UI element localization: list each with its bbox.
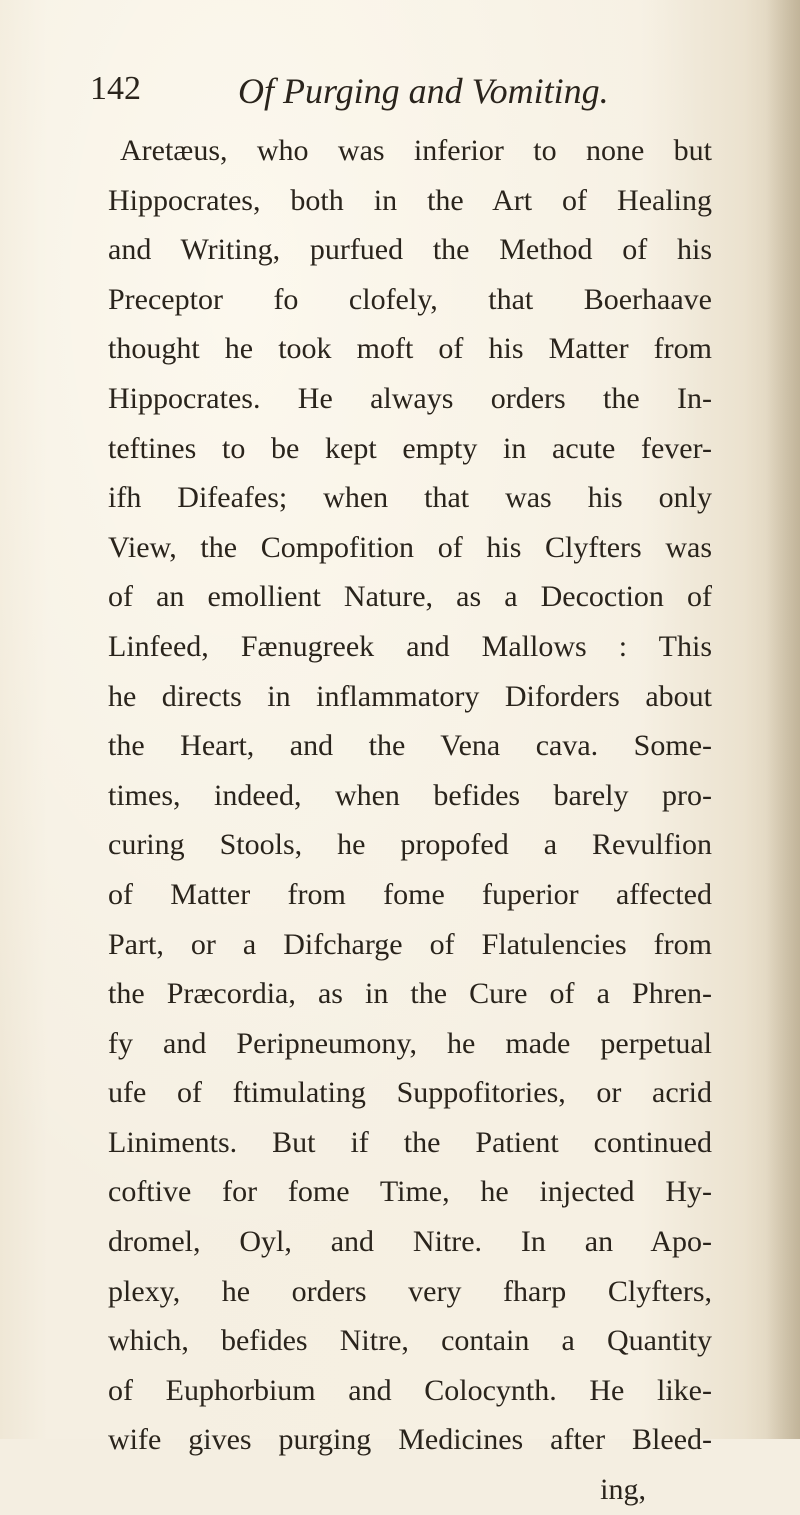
text-line: thought he took moft of his Matter from [108,332,712,366]
text-line: View, the Compofition of his Clyfters was [108,530,712,564]
text-line: fy and Peripneumony, he made perpetual [108,1026,712,1060]
body-text [108,126,712,1515]
text-line: Aretæus, who was inferior to none but [120,134,712,167]
text-line: ufe of ftimulating Suppofitories, or acrid [108,1076,712,1110]
text-line: Hippocrates, both in the Art of Healing [108,183,712,217]
text-line: curing Stools, he propofed a Revulfion [108,828,712,862]
page-header [90,70,720,120]
catchword: ing, [600,1473,646,1507]
text-line: Preceptor fo clofely, that Boerhaave [108,282,712,316]
text-line: wife gives purging Medicines after Bleed- [108,1423,712,1457]
page-edge-shadow [766,0,800,1439]
text-line: the Heart, and the Vena cava. Some- [108,729,712,763]
text-line: Liniments. But if the Patient continued [108,1125,712,1159]
text-line: dromel, Oyl, and Nitre. In an Apo- [108,1225,712,1259]
text-line: Hippocrates. He always orders the In- [108,381,712,415]
page-number: 142 [90,70,141,107]
text-line: coftive for fome Time, he injected Hy- [108,1175,712,1209]
text-line: teftines to be kept empty in acute fever- [108,431,712,465]
text-line: and Writing, purfued the Method of his [108,233,712,267]
text-line: of Matter from fome fuperior affected [108,877,712,911]
text-line: of an emollient Nature, as a Decoction of [108,580,712,614]
text-line: he directs in inflammatory Diforders about [108,679,712,713]
text-line: times, indeed, when befides barely pro- [108,778,712,812]
text-line: plexy, he orders very fharp Clyfters, [108,1274,712,1308]
text-line: of Euphorbium and Colocynth. He like- [108,1373,712,1407]
text-line: the Præcordia, as in the Cure of a Phren- [108,977,712,1011]
text-line: Linfeed, Fænugreek and Mallows : This [108,629,712,663]
running-title: Of Purging and Vomiting. [238,71,609,111]
text-line: which, befides Nitre, contain a Quantity [108,1324,712,1358]
text-line: Part, or a Difcharge of Flatulencies from [108,927,712,961]
text-line: ifh Difeafes; when that was his only [108,481,712,515]
